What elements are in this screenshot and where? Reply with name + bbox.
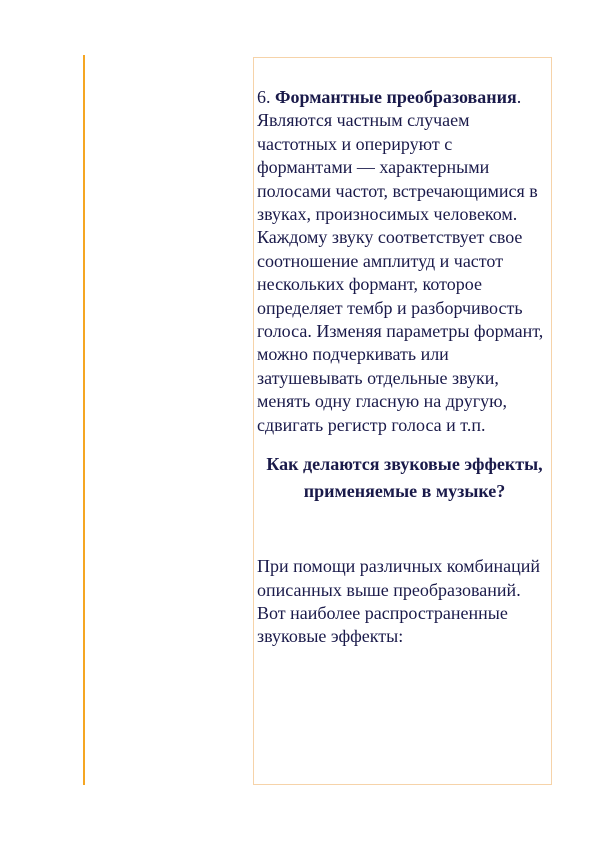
section-paragraph <box>257 86 552 437</box>
section-number: 6. <box>257 87 275 107</box>
page-content <box>257 86 552 649</box>
question-heading: Как делаются звуковые эффекты, применяемые в музыке? <box>266 454 543 502</box>
section-body: Являются частным случаем частотных и оперируют с формантами — характерными полосами частот, встречающимися в звуках, произносимых человеком. Каждому звуку соответствует свое соотношение амплитуд и частот нескольких формант, которое определяет тембр и разборчивость голоса. Изменяя параметры формант, можно подчеркивать или затушевывать отдельные звуки, менять одну гласную на другую, сдвигать регистр голоса и т.п. <box>257 110 544 435</box>
section-title: Формантные преобразования <box>275 87 517 107</box>
left-vertical-rule <box>83 55 85 785</box>
answer-paragraph: При помощи различных комбинаций описанных выше преобразований. Вот наиболее распространенные звуковые эффекты: <box>257 556 540 647</box>
section-title-end: . <box>516 87 522 107</box>
